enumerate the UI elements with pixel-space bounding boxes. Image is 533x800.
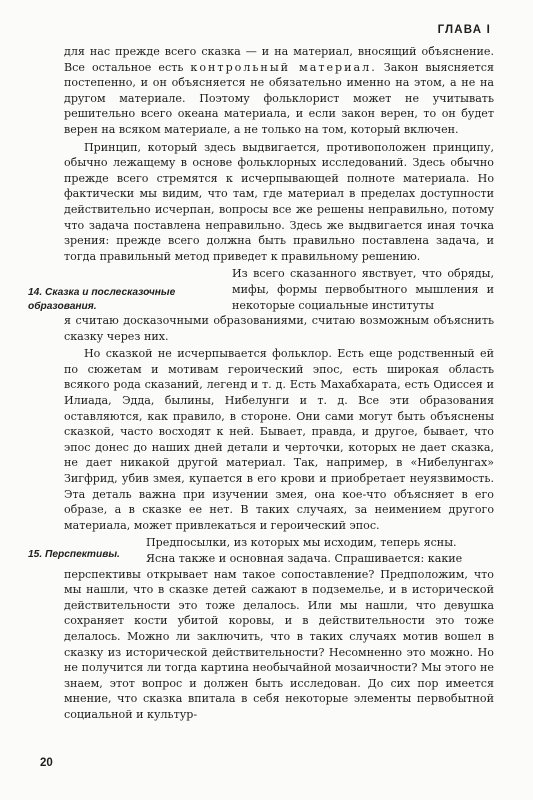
sidenote-14-line-1: 14. Сказка и послесказочные <box>28 287 176 298</box>
sidenote-14-line-2: образования. <box>28 301 97 312</box>
paragraph-4: Но сказкой не исчерпывается фольклор. Есть еще родственный ей по сюжетам и мотивам героический эпос, есть широкая область всякого рода сказаний, легенд и т. д. Есть Махабхарата, есть Одиссея и Илиада, Эдда, былины, Нибелунги и т. д. Все эти образования оставляются, как правило, в стороне. Они сами могут быть объяснены сказкой, часто восходят к ней. Бывает, правда, и другое, бывает, что эпос донес до наших дней детали и черточки, которых не дает сказка, не дает никакой другой материал. Так, например, в «Нибелунгах» Зигфрид, убив змея, купается в его крови и приобретает неуязвимость. Эта деталь важна при изучении змея, она кое-что объясняет в его образе, а в сказке ее нет. В таких случаях, за неимением другого материала, может привлекаться и героический эпос. <box>64 347 494 532</box>
paragraph-3-line-1: Из всего сказанного явствует, что обряды, мифы, формы первобытного мышления и некоторые социальные институты <box>232 267 494 312</box>
paragraph-1 <box>64 44 494 138</box>
sidenote-14 <box>28 286 228 314</box>
paragraph-5-rest: перспективы открывает нам такое сопоставление? Предположим, что мы нашли, что в сказке детей сажают в подземелье, и в исторической действительности это тоже делалось. Или мы нашли, что девушка сохраняет кости убитой коровы, и в действительности это тоже делалось. Можно ли заключить, что в таких случаях мотив вошел в сказку из исторической действительности? Несомненно это можно. Но не получится ли тогда картина необычайной мозаичности? Мы этого не знаем, этот вопрос и должен быть исследован. До сих пор имеется мнение, что сказка впитала в себя некоторые элементы первобытной социальной и культур- <box>64 567 494 721</box>
paragraph-5-line-2: Ясна также и основная задача. Спрашивается: какие <box>146 552 463 565</box>
running-head: ГЛАВА I <box>437 24 491 36</box>
paragraph-1-spaced-term: контрольный материал. <box>190 60 377 74</box>
page-number: 20 <box>40 757 53 769</box>
paragraph-5-line-1: Предпосылки, из которых мы исходим, теперь ясны. <box>146 536 457 550</box>
paragraph-1-text-b: Закон выясняется постепенно, и он объясняется не обязательно именно на этом, а не на другом материале. Поэтому фольклорист может не учитывать решительно всего океана материала, и если закон верен, то он будет верен на всяком материале, а не только на том, который включен. <box>64 60 494 136</box>
paragraph-2: Принцип, который здесь выдвигается, противоположен принципу, обычно лежащему в основе фольклорных исследований. Здесь обычно прежде всего стремятся к исчерпывающей полноте материала. Но фактически мы видим, что там, где материал в пределах доступности действительно исчерпан, вопросы все же решены неправильно, потому что задача поставлена неправильно. Здесь же выдвигается иная точка зрения: прежде всего должна быть правильно поставлена задача, и тогда правильный метод приведет к правильному решению. <box>64 140 494 263</box>
paragraph-5 <box>64 535 494 722</box>
paragraph-3-line-2: я считаю досказочными образованиями, считаю возможным объяснить сказку через них. <box>64 314 494 343</box>
body-text <box>64 44 494 723</box>
paragraph-1-text-a: для нас прежде всего сказка — и на материал, вносящий объяснение. Все остальное есть <box>64 45 494 74</box>
sidenote-15: 15. Перспективы. <box>28 549 120 560</box>
